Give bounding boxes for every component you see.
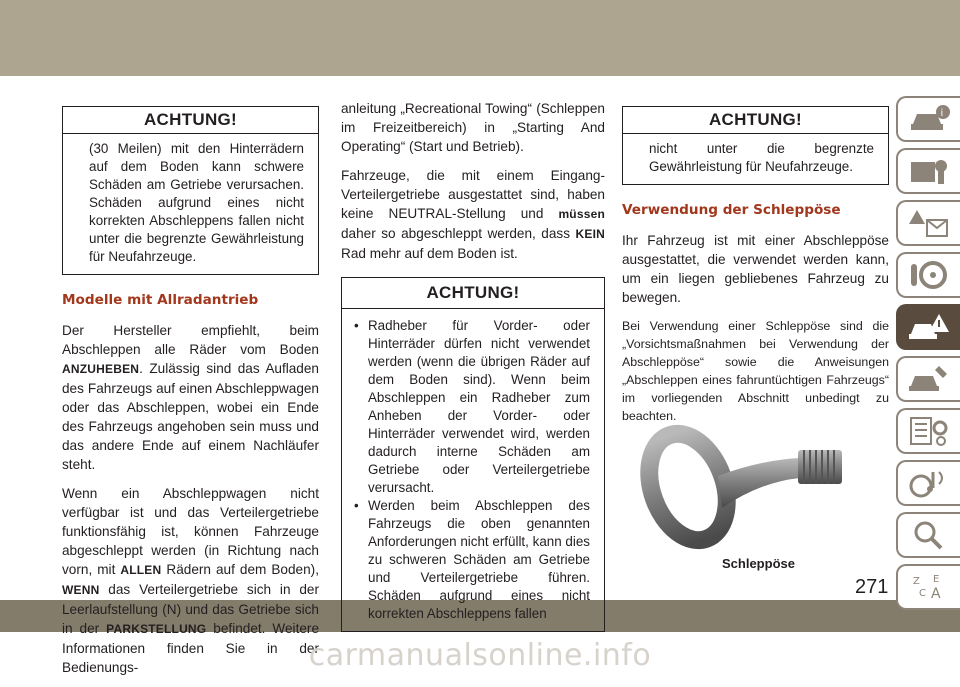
- warning-box: [341, 277, 605, 632]
- middle-column: [341, 99, 605, 632]
- warning-title: ACHTUNG!: [342, 278, 604, 309]
- list-item: • Radheber für Vorder- oder Hinterräder dürfen nicht verwendet werden (wenn die übrigen Räder auf dem Boden sind). Wenn beim Abschleppen ein Radheber zum Anheben der Vorder- oder Hinterräder verwendet wird, werden dadurch interne Schäden am Getriebe oder Verteilergetriebe verursacht.: [354, 317, 590, 497]
- warning-title: ACHTUNG!: [63, 107, 318, 134]
- emphasis: ALLEN: [120, 563, 162, 577]
- paragraph: anleitung „Recreational Towing“ (Schleppen im Freizeitbereich) in „Starting And Operating“ (Start und Betrieb).: [341, 101, 605, 154]
- warning-box: [622, 106, 889, 185]
- car-key-icon: [907, 154, 951, 188]
- tab-warning-lights[interactable]: [896, 200, 960, 246]
- multimedia-icon: [907, 466, 951, 500]
- tab-car-info[interactable]: [896, 96, 960, 142]
- specifications-icon: [907, 414, 951, 448]
- warning-text: nicht unter die begrenzte Gewährleistung für Neufahrzeuge.: [649, 141, 874, 174]
- emphasis: KEIN: [575, 227, 605, 241]
- svg-text:E: E: [933, 574, 940, 585]
- list-item: • Werden beim Abschleppen des Fahrzeugs die oben genannten Anforderungen nicht erfüllt, kann dies zu schweren Schäden am Getriebe und Verteilergetriebe führen. Schäden aufgrund eines nicht korrekten Abschleppens fallen: [354, 497, 590, 623]
- tab-search[interactable]: [896, 512, 960, 558]
- emphasis: müssen: [558, 207, 605, 221]
- search-icon: [907, 518, 951, 552]
- tab-index[interactable]: [896, 564, 960, 610]
- right-column: [622, 106, 889, 435]
- tab-multimedia[interactable]: [896, 460, 960, 506]
- figure-caption: Schleppöse: [722, 556, 795, 571]
- warning-list: [342, 309, 604, 631]
- warning-lights-icon: [907, 206, 951, 240]
- paragraph: Wenn ein Abschleppwagen nicht verfügbar ist und das Verteilergetriebe funktionsfähig ist, können Fahrzeuge abgeschleppt werden (in Richtung nach vorn, mit ALLEN Rädern auf dem Boden), WENN das Verteilergetriebe sich in der Leerlaufstellung (N) und das Getriebe sich in der PARKSTELLUNG befindet. Weitere Informationen finden Sie in der Bedienungs-: [62, 486, 320, 675]
- watermark: carmanualsonline.info: [308, 638, 652, 673]
- emphasis: PARKSTELLUNG: [106, 622, 207, 636]
- warning-box: [62, 106, 319, 275]
- warning-title: ACHTUNG!: [623, 107, 888, 134]
- svg-text:Z: Z: [913, 576, 920, 587]
- paragraph: Fahrzeuge, die mit einem Eingang-Verteilergetriebe ausgestattet sind, haben keine NEUTRAL-Stellung und müssen daher so abgeschleppt werden, dass KEIN Rad mehr auf dem Boden ist.: [341, 168, 605, 261]
- paragraph: Bei Verwendung einer Schleppöse sind die „Vorsichtsmaßnahmen bei Verwendung der Abschleppöse“ sowie die Anweisungen „Abschleppen eines fahruntüchtigen Fahrzeugs“ im vorliegenden Abschnitt unbedingt zu beachten.: [622, 319, 889, 423]
- top-band: [0, 0, 960, 76]
- emphasis: ANZUHEBEN: [62, 362, 140, 376]
- tow-eye-image: [640, 412, 880, 552]
- tab-car-service[interactable]: [896, 356, 960, 402]
- page-number: 271: [855, 576, 889, 598]
- svg-text:i: i: [940, 108, 944, 119]
- emphasis: WENN: [62, 583, 100, 597]
- left-column: [62, 106, 319, 687]
- svg-text:A: A: [931, 586, 941, 602]
- paragraph: Der Hersteller empfiehlt, beim Abschleppen alle Räder vom Boden ANZUHEBEN. Zulässig sind das Aufladen des Fahrzeugs auf einen Abschleppwagen oder das Abschleppen, wobei ein Ende des Fahrzeugs angehoben sein muss und das andere Ende auf einem Nachläufer steht.: [62, 323, 319, 472]
- svg-text:C: C: [919, 588, 926, 599]
- paragraph: Ihr Fahrzeug ist mit einer Abschleppöse ausgestattet, die verwendet werden kann, um ein liegen gebliebenes Fahrzeug zu bewegen.: [622, 233, 889, 305]
- warning-text: (30 Meilen) mit den Hinterrädern auf dem Boden kann schwere Schäden am Getriebe verursachen. Schäden aufgrund eines nicht korrekten Abschleppens fallen nicht unter die begrenzte Gewährleistung für Neufahrzeuge.: [89, 141, 304, 264]
- steering-wheel-icon: [907, 258, 951, 292]
- car-info-icon: [907, 102, 951, 136]
- section-heading: Modelle mit Allradantrieb: [62, 292, 259, 308]
- emergency-car-icon: [907, 310, 951, 344]
- tab-specifications[interactable]: [896, 408, 960, 454]
- car-service-icon: [907, 362, 951, 396]
- index-icon: [907, 570, 951, 604]
- chapter-tabs: [896, 96, 960, 616]
- tab-steering[interactable]: [896, 252, 960, 298]
- section-heading: Verwendung der Schleppöse: [622, 202, 841, 218]
- tab-emergency[interactable]: [896, 304, 960, 350]
- tab-car-key[interactable]: [896, 148, 960, 194]
